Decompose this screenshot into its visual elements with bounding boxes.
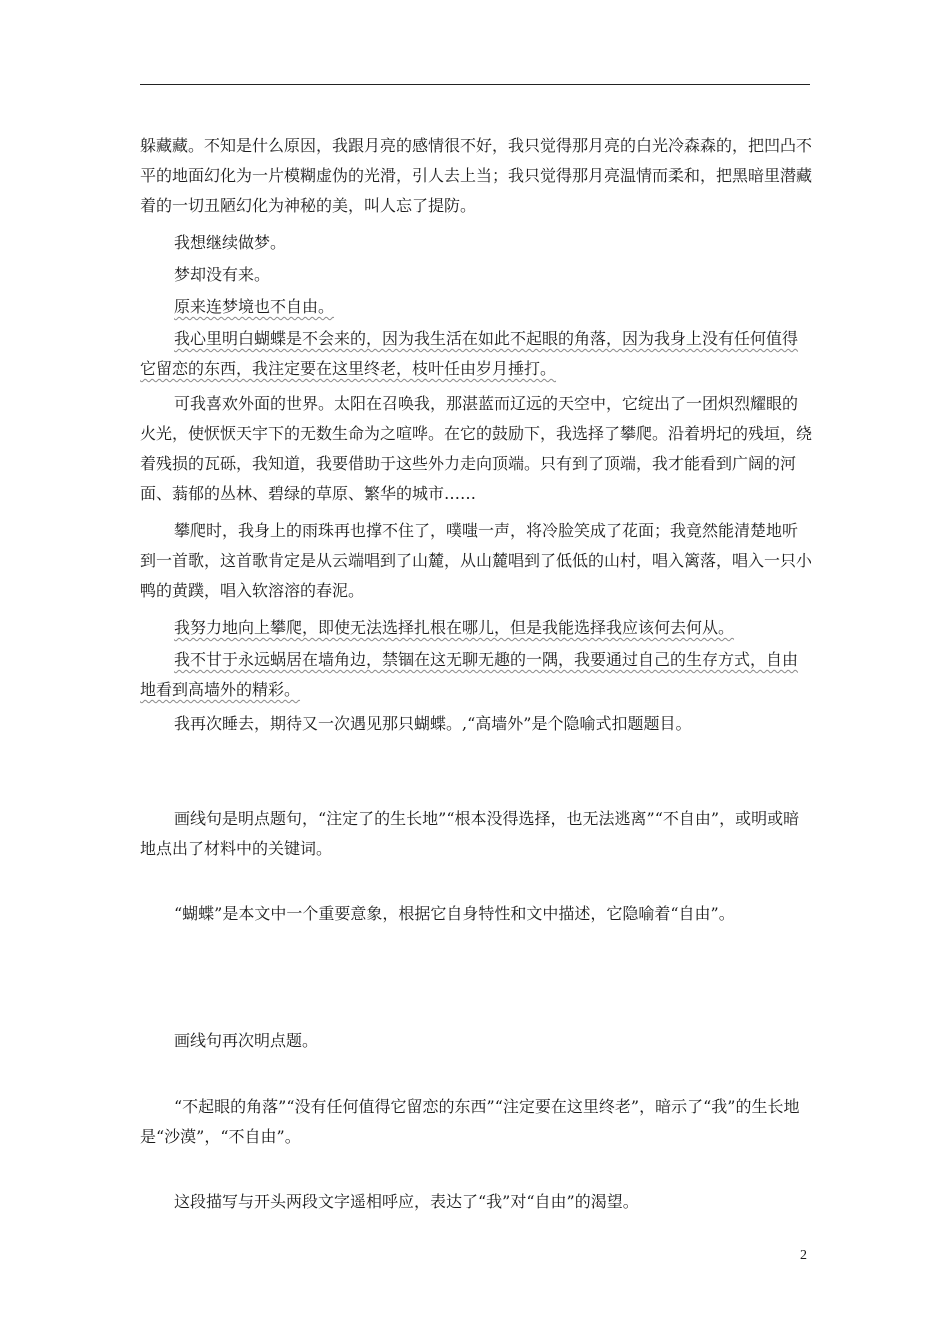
underlined-sentence: 我不甘于永远蜗居在墙角边，禁锢在这无聊无趣的一隅，我要通过自己的生存方式，自由地看到高墙外的精彩。 <box>140 650 799 699</box>
paragraph-wall <box>140 645 812 705</box>
note-4: “不起眼的角落”“没有任何值得它留恋的东西”“注定要在这里终老”，暗示了“我”的生长地是“沙漠”，“不自由”。 <box>140 1097 800 1146</box>
paragraph-butterfly <box>140 324 812 384</box>
paragraph-not-free <box>140 292 812 322</box>
paragraph-outside-world: 可我喜欢外面的世界。太阳在召唤我，那湛蓝而辽远的天空中，它绽出了一团炽烈耀眼的火光，使恹恹天宇下的无数生命为之喧哗。在它的鼓励下，我选择了攀爬。沿着坍圮的残垣，绕着残损的瓦砾，我知道，我要借助于这些外力走向顶端。只有到了顶端，我才能看到广阔的河面、蓊郁的丛林、碧绿的草原、繁华的城市…… <box>140 394 813 503</box>
paragraph-choose <box>140 613 812 643</box>
note-2: “蝴蝶”是本文中一个重要意象，根据它自身特性和文中描述，它隐喻着“自由”。 <box>174 904 735 923</box>
paragraph-moon: 躲藏藏。不知是什么原因，我跟月亮的感情很不好，我只觉得那月亮的白光冷森森的，把凹凸不平的地面幻化为一片模糊虚伪的光滑，引人去上当；我只觉得那月亮温情而柔和，把黑暗里潜藏着的一切丑陋幻化为神秘的美，叫人忘了提防。 <box>140 136 813 215</box>
header-rule <box>140 84 810 85</box>
underlined-sentence: 我心里明白蝴蝶是不会来的，因为我生活在如此不起眼的角落，因为我身上没有任何值得它留恋的东西，我注定要在这里终老，枝叶任由岁月捶打。 <box>140 329 799 378</box>
paragraph-dream: 我想继续做梦。 <box>174 233 287 252</box>
underlined-sentence: 原来连梦境也不自由。 <box>174 297 335 316</box>
note-1: 画线句是明点题句，“注定了的生长地”“根本没得选择，也无法逃离”“不自由”，或明或暗地点出了材料中的关键词。 <box>140 809 800 858</box>
paragraph-climbing: 攀爬时，我身上的雨珠再也撑不住了，噗嗤一声，将冷脸笑成了花面；我竟然能清楚地听到一首歌，这首歌肯定是从云端唱到了山麓，从山麓唱到了低低的山村，唱入篱落，唱入一只小鸭的黄蹼，唱入软溶溶的春泥。 <box>140 521 813 600</box>
note-3: 画线句再次明点题。 <box>174 1031 319 1050</box>
underlined-sentence: 我努力地向上攀爬，即使无法选择扎根在哪儿，但是我能选择我应该何去何从。 <box>174 618 735 637</box>
page-number: 2 <box>800 1248 807 1263</box>
note-5: 这段描写与开头两段文字遥相呼应，表达了“我”对“自由”的渴望。 <box>174 1192 639 1211</box>
paragraph-no-dream: 梦却没有来。 <box>174 265 271 284</box>
paragraph-sleep-again: 我再次睡去，期待又一次遇见那只蝴蝶。,“高墙外”是个隐喻式扣题题目。 <box>174 714 692 733</box>
